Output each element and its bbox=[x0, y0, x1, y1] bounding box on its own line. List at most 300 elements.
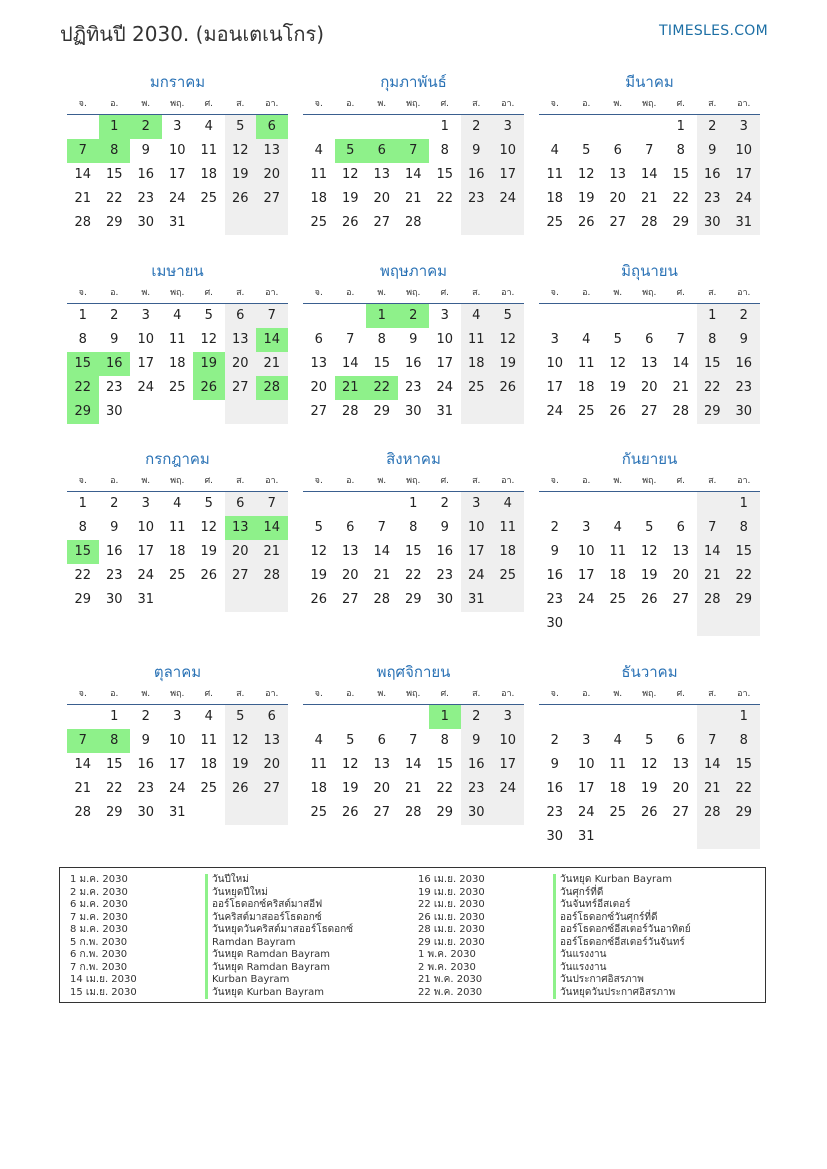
legend-column-left bbox=[70, 874, 353, 999]
empty-cell bbox=[728, 612, 760, 636]
day-cell: 2 bbox=[728, 304, 760, 328]
day-cell: 26 bbox=[577, 215, 595, 230]
day-cell: 11 bbox=[609, 544, 627, 559]
day-cell: 23 bbox=[728, 376, 760, 400]
weekday-label: พฤ. bbox=[406, 99, 421, 109]
legend-holiday-name: วันศุกร์ที่ดี bbox=[553, 887, 603, 900]
day-cell: 21 bbox=[74, 191, 92, 206]
day-cell: 11 bbox=[546, 167, 564, 182]
day-cell: 5 bbox=[492, 304, 524, 328]
day-cell: 11 bbox=[310, 757, 328, 772]
day-cell: 19 bbox=[341, 781, 359, 796]
day-cell: 5 bbox=[645, 520, 654, 535]
weekday-label: พฤ. bbox=[406, 689, 421, 699]
day-cell: 11 bbox=[577, 356, 595, 371]
day-cell: 12 bbox=[225, 139, 257, 163]
day-cell: 21 bbox=[335, 376, 367, 400]
day-cell: 2 bbox=[461, 705, 493, 729]
empty-cell bbox=[492, 400, 524, 424]
day-cell: 1 bbox=[676, 119, 685, 134]
day-cell: 27 bbox=[256, 777, 288, 801]
empty-cell bbox=[634, 492, 666, 516]
day-grid bbox=[539, 705, 760, 849]
day-cell: 1 bbox=[78, 496, 87, 511]
legend-row bbox=[70, 912, 353, 925]
day-cell: 5 bbox=[204, 308, 213, 323]
day-cell: 2 bbox=[550, 520, 559, 535]
day-cell: 20 bbox=[373, 781, 391, 796]
day-grid bbox=[67, 705, 288, 825]
legend-date: 21 พ.ค. 2030 bbox=[418, 974, 483, 985]
day-cell: 21 bbox=[697, 564, 729, 588]
day-cell: 22 bbox=[105, 191, 123, 206]
day-cell: 10 bbox=[168, 143, 186, 158]
weekday-label: อ. bbox=[346, 288, 355, 298]
empty-cell bbox=[665, 304, 697, 328]
legend-row bbox=[418, 899, 691, 912]
legend-holiday-name: วันหยุด Kurban Bayram bbox=[553, 874, 672, 887]
empty-cell bbox=[539, 705, 571, 729]
month-block bbox=[303, 449, 524, 612]
empty-cell bbox=[665, 612, 697, 636]
day-cell: 23 bbox=[404, 380, 422, 395]
day-cell: 16 bbox=[99, 352, 131, 376]
day-cell: 25 bbox=[310, 215, 328, 230]
legend-holiday-name: Ramdan Bayram bbox=[205, 937, 295, 950]
day-cell: 10 bbox=[168, 733, 186, 748]
day-cell: 12 bbox=[492, 328, 524, 352]
weekday-header bbox=[539, 92, 760, 115]
weekday-header bbox=[67, 281, 288, 304]
empty-cell bbox=[697, 825, 729, 849]
weekday-label: อ. bbox=[582, 99, 591, 109]
day-cell: 3 bbox=[550, 332, 559, 347]
empty-cell bbox=[571, 304, 603, 328]
empty-cell bbox=[634, 115, 666, 139]
day-cell: 9 bbox=[110, 520, 119, 535]
day-cell: 4 bbox=[613, 733, 622, 748]
day-cell: 24 bbox=[492, 777, 524, 801]
day-cell: 25 bbox=[609, 592, 627, 607]
day-cell: 14 bbox=[404, 167, 422, 182]
day-cell: 27 bbox=[341, 592, 359, 607]
day-cell: 24 bbox=[168, 191, 186, 206]
legend-row bbox=[70, 974, 353, 987]
legend-holiday-name: วันแรงงาน bbox=[553, 962, 606, 975]
legend-holiday-name: วันหยุดวันคริสต์มาสออร์โธดอกซ์ bbox=[205, 924, 353, 937]
day-cell: 30 bbox=[137, 805, 155, 820]
day-cell: 1 bbox=[440, 119, 449, 134]
weekday-label: ศ. bbox=[440, 288, 450, 298]
month-name: เมษายน bbox=[151, 262, 204, 280]
day-cell: 31 bbox=[577, 829, 595, 844]
weekday-label: จ. bbox=[78, 476, 87, 486]
day-cell: 8 bbox=[440, 143, 449, 158]
empty-cell bbox=[539, 304, 571, 328]
day-cell: 24 bbox=[546, 404, 564, 419]
day-cell: 18 bbox=[310, 781, 328, 796]
weekday-label: อ. bbox=[110, 99, 119, 109]
day-cell: 10 bbox=[137, 520, 155, 535]
day-cell: 1 bbox=[110, 709, 119, 724]
month-block bbox=[303, 261, 524, 424]
empty-cell bbox=[665, 825, 697, 849]
legend-holiday-name: วันแรงงาน bbox=[553, 949, 606, 962]
empty-cell bbox=[225, 588, 257, 612]
weekday-header bbox=[67, 469, 288, 492]
empty-cell bbox=[571, 492, 603, 516]
day-cell: 5 bbox=[314, 520, 323, 535]
page-title: ปฏิทินปี 2030. (มอนเตเนโกร) bbox=[60, 22, 325, 46]
day-grid bbox=[303, 115, 524, 235]
day-cell: 30 bbox=[697, 211, 729, 235]
day-cell: 8 bbox=[99, 729, 131, 753]
day-cell: 4 bbox=[204, 709, 213, 724]
legend-holiday-name: วันคริสต์มาสออร์โธดอกซ์ bbox=[205, 912, 322, 925]
day-cell: 8 bbox=[440, 733, 449, 748]
month-name: ตุลาคม bbox=[153, 663, 202, 681]
day-cell: 10 bbox=[577, 757, 595, 772]
day-cell: 24 bbox=[577, 805, 595, 820]
day-cell: 31 bbox=[461, 588, 493, 612]
empty-cell bbox=[697, 492, 729, 516]
day-cell: 7 bbox=[67, 729, 99, 753]
day-cell: 30 bbox=[461, 801, 493, 825]
weekday-header bbox=[303, 281, 524, 304]
empty-cell bbox=[335, 304, 367, 328]
day-cell: 5 bbox=[225, 705, 257, 729]
day-cell: 20 bbox=[373, 191, 391, 206]
day-cell: 21 bbox=[373, 568, 391, 583]
day-cell: 20 bbox=[341, 568, 359, 583]
empty-cell bbox=[67, 705, 99, 729]
weekday-label: อา. bbox=[737, 99, 751, 109]
empty-cell bbox=[571, 612, 603, 636]
holiday-legend bbox=[59, 867, 766, 1003]
day-cell: 10 bbox=[577, 544, 595, 559]
day-cell: 27 bbox=[640, 404, 658, 419]
day-cell: 26 bbox=[640, 592, 658, 607]
day-cell: 9 bbox=[110, 332, 119, 347]
day-cell: 31 bbox=[168, 805, 186, 820]
empty-cell bbox=[492, 801, 524, 825]
weekday-label: พ. bbox=[377, 99, 387, 109]
month-block bbox=[303, 72, 524, 235]
day-cell: 26 bbox=[609, 404, 627, 419]
day-cell: 24 bbox=[492, 187, 524, 211]
legend-holiday-name: Kurban Bayram bbox=[205, 974, 289, 987]
day-cell: 30 bbox=[546, 616, 564, 631]
day-cell: 28 bbox=[672, 404, 690, 419]
empty-cell bbox=[634, 612, 666, 636]
day-cell: 8 bbox=[676, 143, 685, 158]
legend-holiday-name: วันหยุดปีใหม่ bbox=[205, 887, 268, 900]
weekday-label: พฤ. bbox=[170, 99, 185, 109]
day-cell: 19 bbox=[577, 191, 595, 206]
empty-cell bbox=[398, 705, 430, 729]
day-cell: 16 bbox=[546, 568, 564, 583]
day-cell: 7 bbox=[398, 139, 430, 163]
weekday-label: จ. bbox=[550, 288, 559, 298]
day-cell: 14 bbox=[341, 356, 359, 371]
brand-link[interactable]: TIMESLES.COM bbox=[659, 23, 768, 39]
day-cell: 18 bbox=[577, 380, 595, 395]
weekday-header bbox=[539, 682, 760, 705]
day-cell: 11 bbox=[461, 328, 493, 352]
legend-row bbox=[418, 924, 691, 937]
legend-row bbox=[70, 874, 353, 887]
weekday-label: ส. bbox=[708, 99, 717, 109]
day-cell: 22 bbox=[672, 191, 690, 206]
day-cell: 17 bbox=[436, 356, 454, 371]
day-cell: 23 bbox=[461, 777, 493, 801]
day-cell: 23 bbox=[697, 187, 729, 211]
day-cell: 13 bbox=[310, 356, 328, 371]
legend-date: 7 ม.ค. 2030 bbox=[70, 911, 128, 923]
day-cell: 9 bbox=[550, 544, 559, 559]
day-cell: 3 bbox=[728, 115, 760, 139]
empty-cell bbox=[303, 304, 335, 328]
day-grid bbox=[303, 705, 524, 825]
day-cell: 3 bbox=[492, 705, 524, 729]
day-cell: 23 bbox=[137, 781, 155, 796]
day-cell: 27 bbox=[373, 215, 391, 230]
day-cell: 14 bbox=[256, 328, 288, 352]
day-cell: 26 bbox=[310, 592, 328, 607]
weekday-label: พฤ. bbox=[406, 476, 421, 486]
empty-cell bbox=[539, 492, 571, 516]
weekday-header bbox=[67, 92, 288, 115]
day-cell: 25 bbox=[168, 568, 186, 583]
day-cell: 21 bbox=[404, 191, 422, 206]
day-cell: 5 bbox=[204, 496, 213, 511]
day-cell: 19 bbox=[310, 568, 328, 583]
day-cell: 12 bbox=[640, 544, 658, 559]
weekday-label: อา. bbox=[501, 689, 515, 699]
empty-cell bbox=[634, 705, 666, 729]
day-cell: 26 bbox=[200, 568, 218, 583]
weekday-label: ศ. bbox=[440, 476, 450, 486]
day-cell: 12 bbox=[577, 167, 595, 182]
empty-cell bbox=[634, 825, 666, 849]
day-cell: 14 bbox=[697, 540, 729, 564]
weekday-label: จ. bbox=[314, 476, 323, 486]
weekday-header bbox=[539, 281, 760, 304]
day-cell: 10 bbox=[728, 139, 760, 163]
day-cell: 6 bbox=[676, 520, 685, 535]
day-cell: 17 bbox=[546, 380, 564, 395]
day-cell: 13 bbox=[609, 167, 627, 182]
day-cell: 14 bbox=[404, 757, 422, 772]
weekday-label: ศ. bbox=[204, 689, 214, 699]
day-cell: 1 bbox=[697, 304, 729, 328]
weekday-label: จ. bbox=[550, 689, 559, 699]
day-cell: 25 bbox=[577, 404, 595, 419]
day-cell: 22 bbox=[728, 777, 760, 801]
day-cell: 17 bbox=[577, 781, 595, 796]
day-cell: 7 bbox=[645, 143, 654, 158]
day-cell: 9 bbox=[141, 733, 150, 748]
day-cell: 30 bbox=[404, 404, 422, 419]
day-grid bbox=[67, 115, 288, 235]
weekday-label: ศ. bbox=[204, 288, 214, 298]
empty-cell bbox=[697, 705, 729, 729]
day-cell: 6 bbox=[676, 733, 685, 748]
day-cell: 27 bbox=[310, 404, 328, 419]
weekday-label: ส. bbox=[708, 476, 717, 486]
month-name: กุมภาพันธ์ bbox=[380, 73, 447, 91]
month-name: สิงหาคม bbox=[386, 450, 441, 468]
day-cell: 17 bbox=[577, 568, 595, 583]
day-cell: 5 bbox=[335, 139, 367, 163]
weekday-label: อา. bbox=[265, 689, 279, 699]
day-cell: 22 bbox=[404, 568, 422, 583]
day-cell: 30 bbox=[105, 592, 123, 607]
day-cell: 22 bbox=[67, 376, 99, 400]
day-cell: 22 bbox=[436, 191, 454, 206]
weekday-label: ส. bbox=[472, 689, 481, 699]
day-cell: 16 bbox=[546, 781, 564, 796]
legend-holiday-name: วันประกาศอิสรภาพ bbox=[553, 974, 644, 987]
day-cell: 23 bbox=[105, 380, 123, 395]
day-cell: 18 bbox=[200, 757, 218, 772]
empty-cell bbox=[697, 612, 729, 636]
day-cell: 2 bbox=[110, 496, 119, 511]
empty-cell bbox=[602, 115, 634, 139]
day-cell: 28 bbox=[256, 564, 288, 588]
weekday-label: พ. bbox=[141, 476, 151, 486]
day-cell: 28 bbox=[404, 215, 422, 230]
day-cell: 13 bbox=[341, 544, 359, 559]
day-cell: 11 bbox=[168, 520, 186, 535]
day-cell: 20 bbox=[609, 191, 627, 206]
weekday-label: ศ. bbox=[440, 99, 450, 109]
day-cell: 15 bbox=[436, 757, 454, 772]
day-cell: 23 bbox=[546, 592, 564, 607]
day-cell: 12 bbox=[341, 167, 359, 182]
empty-cell bbox=[130, 400, 162, 424]
day-cell: 22 bbox=[728, 564, 760, 588]
weekday-label: พ. bbox=[613, 288, 623, 298]
day-cell: 25 bbox=[492, 564, 524, 588]
weekday-label: ส. bbox=[472, 476, 481, 486]
legend-holiday-name: ออร์โธดอกซ์อีสเตอร์วันอาทิตย์ bbox=[553, 924, 691, 937]
empty-cell bbox=[366, 492, 398, 516]
legend-date: 6 ก.พ. 2030 bbox=[70, 949, 128, 960]
day-cell: 27 bbox=[256, 187, 288, 211]
day-cell: 24 bbox=[461, 564, 493, 588]
day-grid bbox=[67, 304, 288, 424]
legend-row bbox=[418, 974, 691, 987]
day-cell: 6 bbox=[613, 143, 622, 158]
day-cell: 20 bbox=[225, 540, 257, 564]
weekday-label: จ. bbox=[314, 689, 323, 699]
day-cell: 7 bbox=[256, 492, 288, 516]
day-cell: 20 bbox=[672, 781, 690, 796]
day-cell: 16 bbox=[697, 163, 729, 187]
empty-cell bbox=[193, 211, 225, 235]
weekday-label: อ. bbox=[582, 288, 591, 298]
weekday-label: ศ. bbox=[204, 476, 214, 486]
day-cell: 15 bbox=[67, 352, 99, 376]
day-cell: 22 bbox=[74, 568, 92, 583]
day-cell: 29 bbox=[697, 400, 729, 424]
weekday-header bbox=[303, 469, 524, 492]
weekday-label: พ. bbox=[377, 689, 387, 699]
day-cell: 26 bbox=[341, 215, 359, 230]
day-cell: 12 bbox=[225, 729, 257, 753]
weekday-label: อ. bbox=[346, 689, 355, 699]
day-cell: 3 bbox=[173, 119, 182, 134]
empty-cell bbox=[193, 588, 225, 612]
day-cell: 29 bbox=[728, 801, 760, 825]
weekday-label: พ. bbox=[141, 99, 151, 109]
empty-cell bbox=[303, 492, 335, 516]
day-cell: 2 bbox=[697, 115, 729, 139]
day-cell: 18 bbox=[492, 540, 524, 564]
month-block bbox=[539, 72, 760, 235]
legend-date: 7 ก.พ. 2030 bbox=[70, 961, 128, 973]
day-cell: 2 bbox=[398, 304, 430, 328]
day-cell: 18 bbox=[609, 781, 627, 796]
day-cell: 19 bbox=[640, 568, 658, 583]
day-cell: 29 bbox=[105, 215, 123, 230]
weekday-label: พฤ. bbox=[170, 288, 185, 298]
day-cell: 22 bbox=[436, 781, 454, 796]
day-cell: 12 bbox=[341, 757, 359, 772]
empty-cell bbox=[665, 705, 697, 729]
day-cell: 7 bbox=[346, 332, 355, 347]
day-cell: 25 bbox=[168, 380, 186, 395]
weekday-label: พฤ. bbox=[170, 476, 185, 486]
day-cell: 14 bbox=[697, 753, 729, 777]
day-cell: 30 bbox=[546, 829, 564, 844]
legend-holiday-name: วันหยุด Ramdan Bayram bbox=[205, 962, 330, 975]
weekday-label: พฤ. bbox=[170, 689, 185, 699]
day-cell: 22 bbox=[697, 376, 729, 400]
weekday-label: ศ. bbox=[440, 689, 450, 699]
legend-row bbox=[418, 949, 691, 962]
weekday-label: พ. bbox=[377, 288, 387, 298]
legend-row bbox=[418, 912, 691, 925]
day-cell: 1 bbox=[409, 496, 418, 511]
legend-holiday-name: วันหยุด Ramdan Bayram bbox=[205, 949, 330, 962]
empty-cell bbox=[461, 400, 493, 424]
day-cell: 18 bbox=[168, 356, 186, 371]
day-cell: 19 bbox=[609, 380, 627, 395]
day-cell: 4 bbox=[492, 492, 524, 516]
empty-cell bbox=[602, 705, 634, 729]
day-cell: 26 bbox=[640, 805, 658, 820]
day-cell: 16 bbox=[461, 163, 493, 187]
empty-cell bbox=[539, 115, 571, 139]
weekday-label: อา. bbox=[501, 288, 515, 298]
legend-holiday-name: วันจันทร์อีสเตอร์ bbox=[553, 899, 631, 912]
weekday-label: จ. bbox=[78, 689, 87, 699]
empty-cell bbox=[634, 304, 666, 328]
day-cell: 24 bbox=[728, 187, 760, 211]
day-cell: 11 bbox=[168, 332, 186, 347]
empty-cell bbox=[335, 115, 367, 139]
day-cell: 19 bbox=[193, 352, 225, 376]
legend-row bbox=[70, 899, 353, 912]
day-cell: 23 bbox=[546, 805, 564, 820]
empty-cell bbox=[335, 705, 367, 729]
day-cell: 25 bbox=[609, 805, 627, 820]
day-cell: 6 bbox=[346, 520, 355, 535]
empty-cell bbox=[728, 825, 760, 849]
day-cell: 24 bbox=[577, 592, 595, 607]
